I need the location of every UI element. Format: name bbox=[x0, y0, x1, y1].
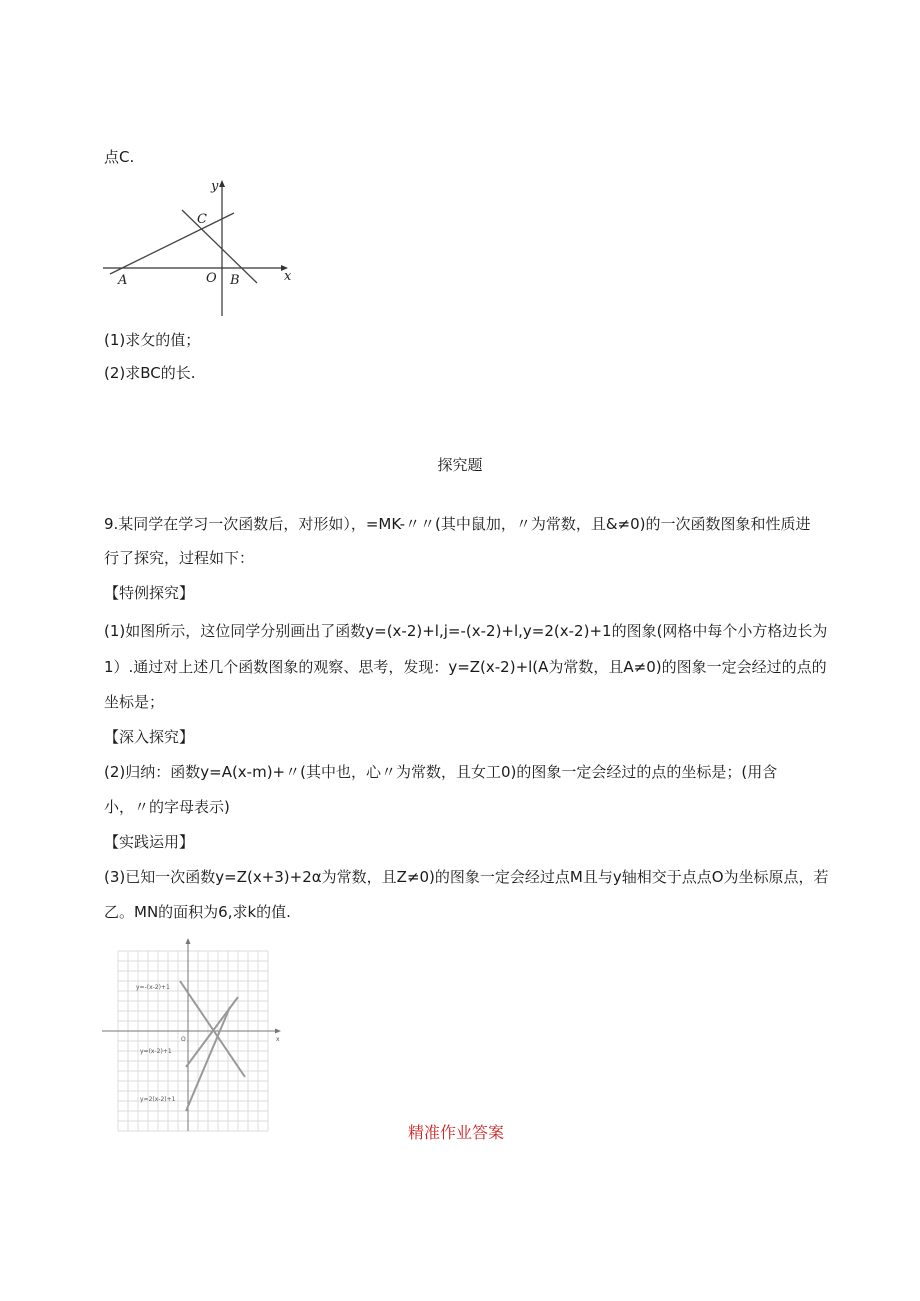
label-a: A bbox=[118, 273, 128, 288]
line-bc bbox=[182, 210, 257, 283]
grid bbox=[118, 951, 268, 1131]
grid-y-axis-arrow bbox=[186, 938, 191, 944]
y-axis-arrow bbox=[219, 180, 225, 187]
label-o: O bbox=[206, 271, 217, 286]
problem-9-line-1: 9.某同学在学习一次函数后，对形如），=MK-〃〃(其中鼠加，〃为常数，且&≠0)的一次函数图象和性质进 bbox=[104, 515, 811, 533]
section-title: 探究题 bbox=[437, 456, 483, 474]
question-9-3-line-1: (3)已知一次函数y=Z(x+3)+2α为常数，且Z≠0)的图象一定会经过点M且与y轴相交于点点O为坐标原点，若 bbox=[104, 868, 829, 886]
deep-exploration-heading: 【深入探究】 bbox=[104, 728, 195, 746]
question-9-1-line-1: (1)如图所示，这位同学分别画出了函数y=(x-2)+l,j=-(x-2)+l,y=2(x-2)+1的图象(网格中每个小方格边长为 bbox=[104, 622, 828, 640]
special-case-heading: 【特例探究】 bbox=[104, 584, 195, 602]
figure-grid-lines bbox=[100, 935, 290, 1135]
question-8-1: (1)求攵的值； bbox=[104, 331, 201, 349]
label-grid-origin: O bbox=[181, 1036, 186, 1043]
line-ac bbox=[110, 213, 234, 274]
label-grid-x: x bbox=[276, 1036, 280, 1043]
question-9-1-line-3: 坐标是； bbox=[104, 693, 165, 711]
label-b: B bbox=[230, 273, 240, 288]
label-y: y bbox=[211, 179, 219, 194]
label-line-slope-two: y=2(x-2)+1 bbox=[140, 1096, 176, 1103]
figure-intersecting-lines bbox=[100, 176, 295, 321]
point-c-text: 点C. bbox=[104, 148, 135, 166]
question-9-3-line-2: 乙。MN的面积为6,求k的值. bbox=[104, 903, 291, 921]
grid-x-axis-arrow bbox=[275, 1029, 281, 1034]
problem-9-line-2: 行了探究，过程如下： bbox=[104, 549, 255, 567]
label-line-pos-slope: y=(x-2)+1 bbox=[140, 1048, 172, 1055]
label-x: x bbox=[284, 269, 292, 284]
label-c: C bbox=[197, 212, 207, 227]
footer-title: 精准作业答案 bbox=[408, 1123, 505, 1142]
practice-heading: 【实践运用】 bbox=[104, 833, 195, 851]
label-line-neg-slope: y=-(x-2)+1 bbox=[136, 984, 170, 991]
question-8-2: (2)求BC的长. bbox=[104, 364, 196, 382]
question-9-2-line-2: 小，〃的字母表示) bbox=[104, 798, 230, 816]
question-9-2-line-1: (2)归纳：函数y=A(x-m)+〃(其中也，心〃为常数，且女工0)的图象一定会经过的点的坐标是；(用含 bbox=[104, 763, 778, 781]
question-9-1-line-2: 1）.通过对上述几个函数图象的观察、思考，发现：y=Z(x-2)+l(A为常数，且A≠0)的图象一定会经过的点的 bbox=[104, 658, 827, 676]
